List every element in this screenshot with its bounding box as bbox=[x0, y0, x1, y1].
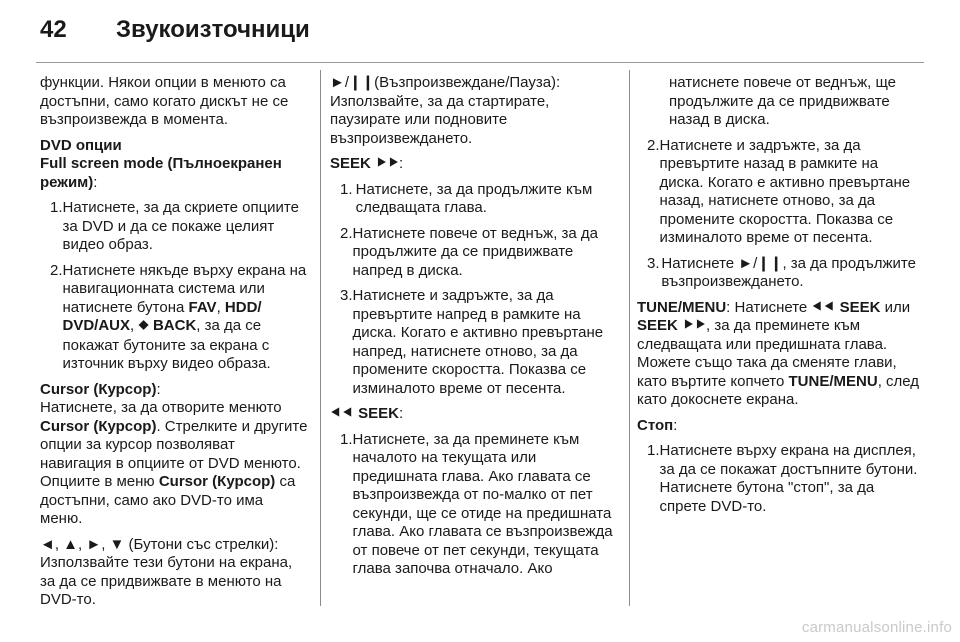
list-text: Натиснете и задръжте, за да превъртите назад в рамките на диска. Когато е активно превъртане назад, натиснете отново, за да промените скоростта. Показва се изминалото време от песента. bbox=[659, 136, 911, 246]
text-run: Натиснете някъде върху екрана на навигационната система или натиснете бутона bbox=[62, 261, 307, 316]
cursor-heading bbox=[40, 381, 308, 400]
watermark: carmanualsonline.info bbox=[801, 619, 952, 636]
seek-forward-colon: : bbox=[399, 155, 404, 172]
list-text: Натиснете ►/❙❙, за да продължите възпроизвеждането. bbox=[661, 254, 916, 290]
list-item bbox=[637, 137, 923, 248]
list-item bbox=[637, 255, 923, 292]
seek-forward-label: SEEK ⯈⯈ bbox=[637, 317, 707, 334]
seek-forward-label: SEEK ⯈⯈ bbox=[330, 155, 400, 172]
list-item-continued bbox=[637, 74, 923, 130]
list-number: 3. bbox=[340, 287, 353, 304]
cursor-colon: : bbox=[156, 380, 161, 398]
list-item bbox=[330, 181, 620, 218]
list-item bbox=[330, 431, 620, 579]
arrows-paragraph: ◄, ▲, ►, ▼ (Бутони със стрелки): Използвайте тези бутони на екрана, за да се придвижвате в менюто на DVD-то. bbox=[40, 535, 293, 608]
cursor-paragraph bbox=[40, 399, 308, 529]
cursor-heading-text: Cursor (Курсор) bbox=[40, 380, 157, 398]
list-text: Натиснете повече от веднъж, за да продължите да се придвижвате напред в диска. bbox=[352, 224, 599, 279]
seek-back-heading bbox=[330, 405, 620, 424]
list-number: 2. bbox=[647, 136, 660, 154]
seek-back-colon: : bbox=[399, 405, 404, 422]
hdd-dvd-aux-label: HDD/ DVD/AUX bbox=[62, 298, 262, 334]
stop-label: Стоп bbox=[637, 416, 674, 434]
column-3 bbox=[637, 74, 923, 523]
back-arrow-icon: ⯁ bbox=[138, 319, 149, 334]
list-text: Натиснете върху екрана на дисплея, за да се покажат достъпните бутони. Натиснете бутона "стоп", за да спрете DVD-то. bbox=[659, 442, 918, 515]
list-number: 1. bbox=[340, 180, 353, 198]
list-text: Натиснете, за да продължите към следващата глава. bbox=[355, 180, 593, 216]
stop-heading bbox=[637, 417, 923, 436]
cursor-label: Cursor (Курсор) bbox=[158, 473, 276, 490]
list-text: Натиснете, за да скриете опциите за DVD и да се покаже целият видео образ. bbox=[62, 199, 299, 253]
list-text bbox=[63, 262, 308, 374]
text-run: или bbox=[880, 298, 911, 316]
text-run: : Натиснете bbox=[726, 298, 812, 316]
page-title: Звукоизточници bbox=[116, 16, 310, 43]
text-run: , bbox=[216, 298, 225, 316]
list-text: Натиснете и задръжте, за да превъртите напред в рамките на диска. Когато е активно превъртане напред, натиснете отново, за да промените скоростта. Показва се изминалото време от песента. bbox=[352, 287, 604, 397]
intro-paragraph: функции. Някои опции в менюто са достъпни, само когато дискът не се възпроизвежда в момента. bbox=[40, 74, 289, 128]
tune-menu-paragraph bbox=[637, 299, 923, 410]
play-pause-paragraph: ►/❙❙(Възпроизвеждане/Пауза): Използвайте, за да стартирате, паузирате или подновите възпроизвеждането. bbox=[330, 74, 561, 147]
list-number: 2. bbox=[340, 224, 353, 242]
list-number: 3. bbox=[647, 254, 660, 272]
text-run: са достъпни, само ако DVD-то има меню. bbox=[40, 473, 296, 527]
list-item bbox=[40, 262, 308, 374]
fullscreen-heading-text: Full screen mode (Пълноекранен режим) bbox=[40, 155, 282, 191]
seek-forward-heading bbox=[330, 155, 620, 174]
list-number: 1. bbox=[647, 442, 660, 459]
back-label: BACK bbox=[148, 317, 197, 334]
column-1 bbox=[40, 74, 308, 617]
text-run: . Стрелките и другите опции за курсор позволяват навигация в опциите от DVD менюто. Опциите в меню bbox=[40, 417, 308, 490]
list-item bbox=[330, 225, 620, 281]
text-run: Натиснете, за да отворите менюто bbox=[40, 399, 282, 416]
column-divider-1 bbox=[320, 70, 321, 606]
list-number: 1. bbox=[50, 199, 63, 216]
seek-back-label: ⯇⯇ SEEK bbox=[811, 298, 881, 316]
list-text: Натиснете, за да преминете към началото на текущата или предишната глава. Ако главата се възпроизвежда от по-малко от пет секунди, ще се отиде на предишната глава. Ако главата се възпроизвежда от повече от пет секунди, текущата глава започва отначало. Ако bbox=[352, 430, 613, 577]
column-2 bbox=[330, 74, 620, 586]
list-item bbox=[40, 199, 308, 255]
list-number: 2. bbox=[50, 261, 63, 279]
fullscreen-colon: : bbox=[93, 173, 98, 191]
text-run: , за да се покажат бутоните за екрана с източник върху видео образа. bbox=[62, 317, 271, 372]
tune-menu-label: TUNE/MENU bbox=[637, 298, 727, 316]
fullscreen-heading bbox=[40, 155, 308, 192]
column-divider-2 bbox=[629, 70, 630, 606]
text-run: , след като докоснете екрана. bbox=[637, 372, 920, 408]
header-rule bbox=[36, 62, 924, 63]
text-run: , за да преминете към следващата или предишната глава. Можете също така да сменяте глави, като въртите копчето bbox=[637, 317, 897, 390]
list-text: натиснете повече от веднъж, ще продължите да се придвижвате назад в диска. bbox=[669, 74, 896, 128]
stop-colon: : bbox=[673, 416, 678, 434]
page-number: 42 bbox=[40, 16, 67, 43]
cursor-label: Cursor (Курсор) bbox=[40, 417, 157, 435]
seek-back-label: ⯇⯇ SEEK bbox=[330, 405, 400, 422]
tune-menu-label: TUNE/MENU bbox=[788, 372, 878, 390]
list-item bbox=[637, 442, 923, 516]
fav-label: FAV bbox=[188, 298, 217, 316]
dvd-options-heading: DVD опции bbox=[40, 136, 122, 154]
list-number: 1. bbox=[340, 430, 353, 448]
text-run: , bbox=[130, 317, 139, 334]
list-item bbox=[330, 287, 620, 398]
